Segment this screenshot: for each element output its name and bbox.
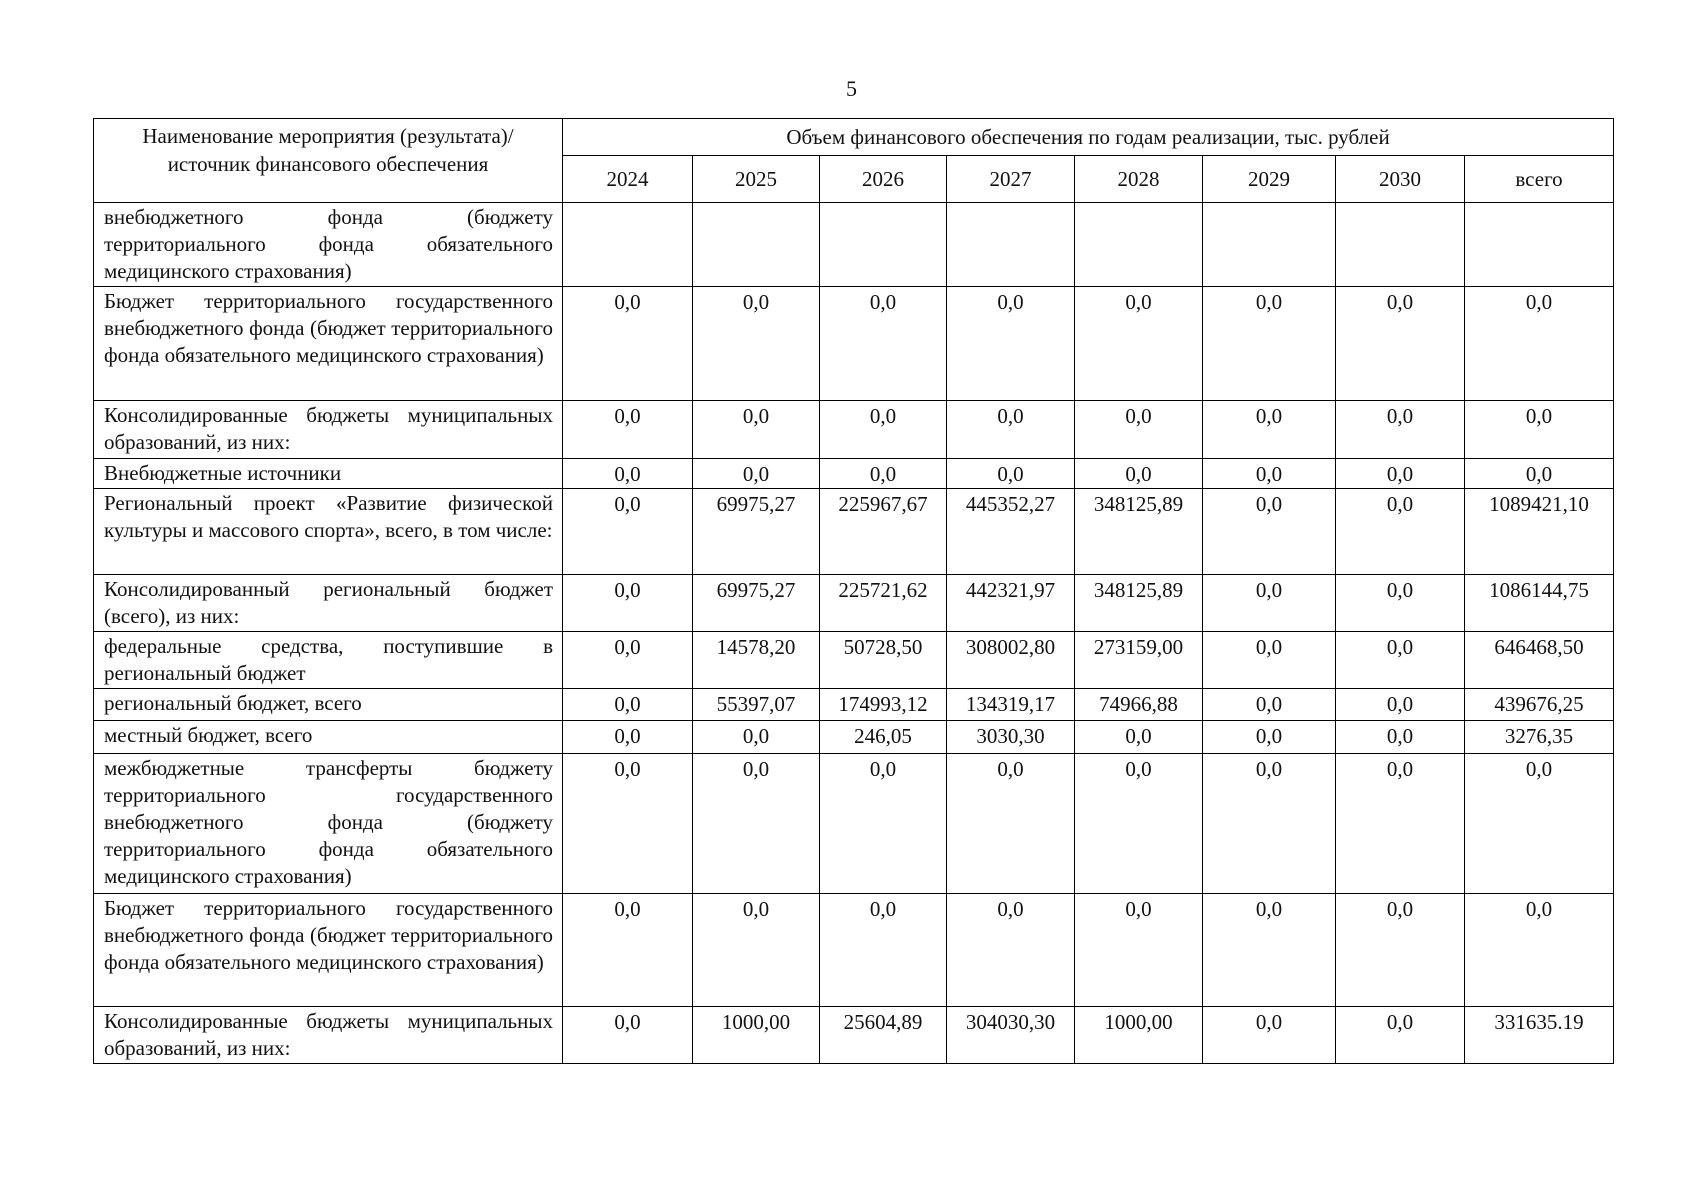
header-year-2025: 2025 <box>693 156 820 203</box>
cell-2028: 1000,00 <box>1075 1007 1203 1064</box>
header-year-2028: 2028 <box>1075 156 1203 203</box>
table-row <box>94 894 1614 1007</box>
cell-2028 <box>1075 203 1203 287</box>
cell-2024: 0,0 <box>563 721 693 754</box>
table-row <box>94 489 1614 575</box>
cell-2024: 0,0 <box>563 401 693 459</box>
row-name: Консолидированные бюджеты муниципальных образований, из них: <box>94 1007 563 1064</box>
cell-2030: 0,0 <box>1336 459 1465 489</box>
cell-2026: 0,0 <box>820 754 947 894</box>
cell-2026: 0,0 <box>820 459 947 489</box>
financing-table <box>93 118 1614 1064</box>
cell-2027: 308002,80 <box>947 632 1075 689</box>
header-year-2030: 2030 <box>1336 156 1465 203</box>
cell-2028: 0,0 <box>1075 459 1203 489</box>
cell-2026: 174993,12 <box>820 689 947 721</box>
cell-2028: 348125,89 <box>1075 489 1203 575</box>
cell-2024: 0,0 <box>563 754 693 894</box>
cell-total: 0,0 <box>1465 754 1614 894</box>
header-year-2026: 2026 <box>820 156 947 203</box>
cell-2024: 0,0 <box>563 1007 693 1064</box>
table-body <box>94 203 1614 1064</box>
cell-2029: 0,0 <box>1203 689 1336 721</box>
cell-total: 0,0 <box>1465 287 1614 401</box>
cell-2029: 0,0 <box>1203 459 1336 489</box>
cell-2028: 0,0 <box>1075 721 1203 754</box>
cell-total: 646468,50 <box>1465 632 1614 689</box>
cell-2026: 225967,67 <box>820 489 947 575</box>
cell-2025: 69975,27 <box>693 489 820 575</box>
cell-2030 <box>1336 203 1465 287</box>
cell-total: 0,0 <box>1465 459 1614 489</box>
cell-2025: 0,0 <box>693 401 820 459</box>
header-group-title: Объем финансового обеспечения по годам реализации, тыс. рублей <box>563 119 1614 156</box>
cell-2025: 14578,20 <box>693 632 820 689</box>
cell-2027: 304030,30 <box>947 1007 1075 1064</box>
cell-2026: 225721,62 <box>820 575 947 632</box>
cell-2027: 0,0 <box>947 754 1075 894</box>
cell-2026: 0,0 <box>820 401 947 459</box>
cell-2030: 0,0 <box>1336 575 1465 632</box>
cell-2028: 0,0 <box>1075 401 1203 459</box>
table-row <box>94 721 1614 754</box>
cell-2029: 0,0 <box>1203 894 1336 1007</box>
cell-2024: 0,0 <box>563 689 693 721</box>
cell-2025: 0,0 <box>693 754 820 894</box>
table-row <box>94 459 1614 489</box>
cell-2027: 3030,30 <box>947 721 1075 754</box>
row-name: региональный бюджет, всего <box>94 689 563 721</box>
cell-2024: 0,0 <box>563 894 693 1007</box>
row-name: Бюджет территориального государственного внебюджетного фонда (бюджет территориального фонда обязательного медицинского страхования) <box>94 894 563 1007</box>
cell-2030: 0,0 <box>1336 401 1465 459</box>
cell-2026 <box>820 203 947 287</box>
cell-2030: 0,0 <box>1336 754 1465 894</box>
cell-2028: 348125,89 <box>1075 575 1203 632</box>
cell-2029: 0,0 <box>1203 287 1336 401</box>
cell-2029: 0,0 <box>1203 1007 1336 1064</box>
cell-2027: 0,0 <box>947 401 1075 459</box>
cell-total: 3276,35 <box>1465 721 1614 754</box>
table-row <box>94 1007 1614 1064</box>
row-name: Консолидированные бюджеты муниципальных образований, из них: <box>94 401 563 459</box>
row-name: Региональный проект «Развитие физической культуры и массового спорта», всего, в том числе: <box>94 489 563 575</box>
cell-2024: 0,0 <box>563 632 693 689</box>
cell-2026: 25604,89 <box>820 1007 947 1064</box>
cell-2026: 50728,50 <box>820 632 947 689</box>
table-row <box>94 401 1614 459</box>
row-name: местный бюджет, всего <box>94 721 563 754</box>
cell-2030: 0,0 <box>1336 287 1465 401</box>
row-name: межбюджетные трансферты бюджету территориального государственного внебюджетного фонда (бюджету территориального фонда обязательного медицинского страхования) <box>94 754 563 894</box>
table-header <box>94 119 1614 203</box>
cell-2029: 0,0 <box>1203 401 1336 459</box>
cell-2027 <box>947 203 1075 287</box>
cell-2028: 74966,88 <box>1075 689 1203 721</box>
cell-2028: 273159,00 <box>1075 632 1203 689</box>
cell-2025: 0,0 <box>693 721 820 754</box>
cell-2025: 0,0 <box>693 459 820 489</box>
cell-2030: 0,0 <box>1336 894 1465 1007</box>
cell-2029: 0,0 <box>1203 632 1336 689</box>
cell-2029: 0,0 <box>1203 489 1336 575</box>
cell-2026: 246,05 <box>820 721 947 754</box>
cell-2024: 0,0 <box>563 489 693 575</box>
cell-2024 <box>563 203 693 287</box>
table-row <box>94 632 1614 689</box>
cell-2027: 0,0 <box>947 287 1075 401</box>
cell-2030: 0,0 <box>1336 1007 1465 1064</box>
table-row <box>94 575 1614 632</box>
cell-2024: 0,0 <box>563 459 693 489</box>
cell-2028: 0,0 <box>1075 287 1203 401</box>
cell-2024: 0,0 <box>563 575 693 632</box>
header-year-2027: 2027 <box>947 156 1075 203</box>
cell-2025: 1000,00 <box>693 1007 820 1064</box>
cell-2027: 0,0 <box>947 894 1075 1007</box>
cell-2030: 0,0 <box>1336 689 1465 721</box>
row-name: Бюджет территориального государственного внебюджетного фонда (бюджет территориального фонда обязательного медицинского страхования) <box>94 287 563 401</box>
table-row <box>94 203 1614 287</box>
header-total: всего <box>1465 156 1614 203</box>
cell-2027: 445352,27 <box>947 489 1075 575</box>
cell-total: 0,0 <box>1465 401 1614 459</box>
cell-2027: 442321,97 <box>947 575 1075 632</box>
cell-total: 1089421,10 <box>1465 489 1614 575</box>
cell-2024: 0,0 <box>563 287 693 401</box>
cell-2027: 134319,17 <box>947 689 1075 721</box>
cell-2026: 0,0 <box>820 287 947 401</box>
cell-total: 439676,25 <box>1465 689 1614 721</box>
cell-2029: 0,0 <box>1203 754 1336 894</box>
row-name: Консолидированный региональный бюджет (всего), из них: <box>94 575 563 632</box>
row-name: федеральные средства, поступившие в региональный бюджет <box>94 632 563 689</box>
row-name: внебюджетного фонда (бюджету территориального фонда обязательного медицинского страхования) <box>94 203 563 287</box>
table-row <box>94 754 1614 894</box>
cell-total: 331635.19 <box>1465 1007 1614 1064</box>
cell-2025: 69975,27 <box>693 575 820 632</box>
cell-2029: 0,0 <box>1203 721 1336 754</box>
cell-2029 <box>1203 203 1336 287</box>
cell-2028: 0,0 <box>1075 754 1203 894</box>
header-year-2024: 2024 <box>563 156 693 203</box>
row-name: Внебюджетные источники <box>94 459 563 489</box>
header-name-column: Наименование мероприятия (результата)/источник финансового обеспечения <box>94 119 563 203</box>
table-row <box>94 287 1614 401</box>
table-row <box>94 689 1614 721</box>
cell-2026: 0,0 <box>820 894 947 1007</box>
cell-2028: 0,0 <box>1075 894 1203 1007</box>
cell-total: 0,0 <box>1465 894 1614 1007</box>
cell-2027: 0,0 <box>947 459 1075 489</box>
cell-total <box>1465 203 1614 287</box>
cell-2030: 0,0 <box>1336 632 1465 689</box>
cell-2025: 0,0 <box>693 287 820 401</box>
page-number: 5 <box>846 76 857 101</box>
cell-2025 <box>693 203 820 287</box>
cell-2029: 0,0 <box>1203 575 1336 632</box>
cell-total: 1086144,75 <box>1465 575 1614 632</box>
header-year-2029: 2029 <box>1203 156 1336 203</box>
cell-2025: 55397,07 <box>693 689 820 721</box>
cell-2025: 0,0 <box>693 894 820 1007</box>
cell-2030: 0,0 <box>1336 489 1465 575</box>
cell-2030: 0,0 <box>1336 721 1465 754</box>
